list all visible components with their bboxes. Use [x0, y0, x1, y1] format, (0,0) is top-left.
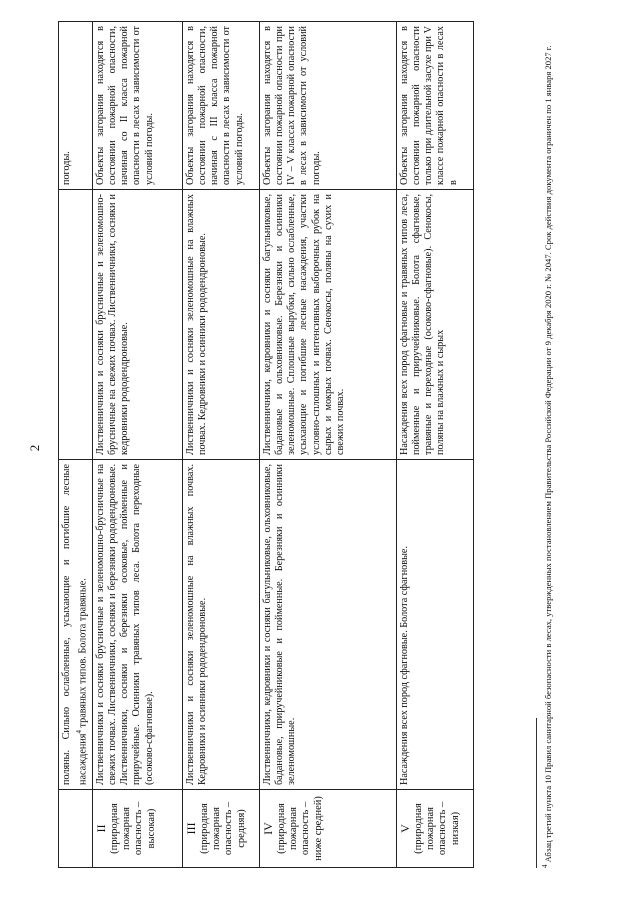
- table-row: [182, 22, 259, 868]
- table-row: [396, 22, 473, 868]
- class-cell: III (природная пожарная опасность – средняя): [182, 790, 259, 868]
- other-types-cell: [59, 190, 93, 460]
- forest-types-cell: поляны. Сильно ослабленные, усыхающие и погибшие лесные насаждения$^4$ травяных типов. Болота травяные.: [59, 460, 93, 790]
- condition-cell: Объекты загорания находятся в состоянии пожарной опасности, начиная со II класса пожарной опасности в лесах в зависимости от условий погоды.: [92, 22, 182, 190]
- table-row: [59, 22, 93, 868]
- forest-types-cell: Насаждения всех пород сфагновые. Болота сфагновые.: [396, 460, 473, 790]
- class-cell: [59, 790, 93, 868]
- condition-cell: Объекты загорания находятся в состоянии пожарной опасности, начиная с III класса пожарной опасности в лесах в зависимости от условий погоды.: [182, 22, 259, 190]
- table-row: [259, 22, 396, 868]
- footnote-text: Абзац третий пункта 10 Правил санитарной безопасности в лесах, утвержденных постановлением Правительства Российской Федерации от 9 декабря 2020 г. № 2047. Срок действия документа ограничен по 1 января 2027 г.: [542, 45, 553, 863]
- forest-types-cell: Лиственничники и сосняки брусничные и зеленомошно-брусничные на свежих почвах. Лиственничники, сосняки и березняки рододендроновые. Лиственничники, сосняки и березняки осоковые, пойменные и приручейные. Осинники травяных типов леса. Болота переходные (осоково-сфагновые).: [92, 460, 182, 790]
- other-types-cell: Насаждения всех пород сфагновые и травяных типов леса, пойменные и приручейниковые. Болота сфагновые, травяные и переходные (осоково-сфагновые). Сенокосы, поляны на влажных и сырых: [396, 190, 473, 460]
- forest-types-cell: Лиственничники и сосняки зеленомошные на влажных почвах. Кедровники и осинники рододендроновые.: [182, 460, 259, 790]
- footnote: [540, 22, 554, 868]
- class-cell: II (природная пожарная опасность – высокая): [92, 790, 182, 868]
- other-types-cell: Лиственничники и сосняки зеленомошные на влажных почвах. Кедровники и осинники рододендроновые.: [182, 190, 259, 460]
- table-row: [92, 22, 182, 868]
- class-cell: IV (природная пожарная опасность – ниже средней): [259, 790, 396, 868]
- class-cell: V (природная пожарная опасность – низкая): [396, 790, 473, 868]
- rotated-document: [58, 22, 580, 868]
- footnote-ref: 4: [75, 730, 84, 734]
- condition-cell: Объекты загорания находятся в состоянии пожарной опасности при IV – V классах пожарной опасности в лесах в зависимости от условий погоды.: [259, 22, 396, 190]
- other-types-cell: Лиственничники и сосняки брусничные и зеленомошно-брусничные на свежих почвах. Лиственничники, сосняки и кедровники рододендроновые.: [92, 190, 182, 460]
- footnote-divider: [536, 718, 537, 868]
- condition-cell: Объекты загорания находятся в состоянии пожарной опасности только при длительной засухе при V классе пожарной опасности в лесах в: [396, 22, 473, 190]
- footnote-marker: 4: [541, 864, 549, 868]
- forest-types-cell: Лиственничники, кедровники и сосняки багульниковые, ольховниковые, бадановые, приручейниковые и пойменные. Березняки и осинники зеленомошные.: [259, 460, 396, 790]
- fire-danger-table: [58, 21, 474, 868]
- condition-cell: погоды.: [59, 22, 93, 190]
- other-types-cell: Лиственничники, кедровники и сосняки багульниковые, бадановые и ольховниковые. Березняки и осинники зеленомошные. Сплошные вырубки, сильно ослабленные, усыхающие и погибшие лесные насаждения, участки условно-сплошных и интенсивных выборочных рубок на сырых и мокрых почвах. Сенокосы, поляны на сухих и свежих почвах.: [259, 190, 396, 460]
- page-number: 2: [27, 444, 42, 452]
